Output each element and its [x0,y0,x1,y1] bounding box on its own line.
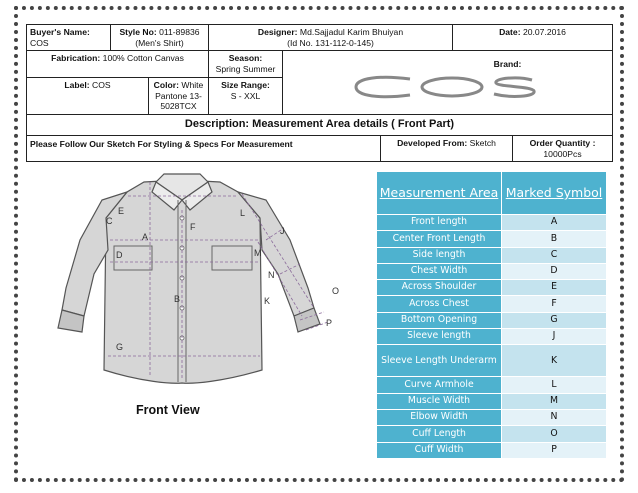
marker-k: K [264,296,271,306]
designer-cell: Designer: Md.Sajjadul Karim Bhuiyan (Id No. 131-112-0-145) [209,25,453,51]
shirt-front-sketch [32,170,362,395]
date-cell: Date: 20.07.2016 [453,25,613,51]
sketch-caption: Front View [136,403,200,417]
marker-e: E [118,206,125,216]
table-row [377,280,606,295]
area-cell: Across Chest [377,296,501,311]
table-row [377,377,606,392]
symbol-cell: A [502,215,606,230]
area-cell: Front length [377,215,501,230]
cos-logo [318,70,578,104]
area-cell: Across Shoulder [377,280,501,295]
style-cell: Style No: 011-89836 (Men's Shirt) [111,25,209,51]
marker-n: N [268,270,275,280]
area-cell: Cuff Width [377,443,501,458]
symbol-cell: G [502,313,606,328]
symbol-cell: B [502,231,606,246]
symbol-cell: P [502,443,606,458]
table-row [377,231,606,246]
marker-c: C [106,216,113,226]
table-row [377,296,606,311]
marker-d: D [116,250,123,260]
marker-b: B [174,294,181,304]
fabrication-cell: Fabrication: 100% Cotton Canvas [27,51,209,77]
area-cell: Chest Width [377,264,501,279]
symbol-cell: J [502,329,606,344]
table-row [377,345,606,376]
brand-label: Brand: [493,59,522,70]
marker-j: J [280,226,285,236]
symbol-cell: D [502,264,606,279]
table-row [377,264,606,279]
symbol-cell: O [502,426,606,441]
season-cell: Season: Spring Summer [209,51,283,77]
symbol-cell: N [502,410,606,425]
spec-sheet-table [26,24,613,162]
area-cell: Side length [377,248,501,263]
buyer-cell: Buyer's Name: COS [27,25,111,51]
marked-symbol-header: Marked Symbol [502,172,606,214]
marker-f: F [190,222,196,232]
color-cell: Color: White Pantone 13-5028TCX [149,77,209,114]
table-row [377,215,606,230]
marker-m: M [254,248,262,258]
area-cell: Muscle Width [377,394,501,409]
table-row [377,329,606,344]
symbol-cell: F [502,296,606,311]
table-row [377,248,606,263]
symbol-cell: C [502,248,606,263]
symbol-cell: K [502,345,606,376]
table-row [377,410,606,425]
order-quantity-cell: Order Quantity : 10000Pcs [513,135,613,161]
area-cell: Center Front Length [377,231,501,246]
symbol-cell: L [502,377,606,392]
area-cell: Elbow Width [377,410,501,425]
marker-p: P [326,318,333,328]
symbol-cell: M [502,394,606,409]
measurement-area-header: Measurement Area [377,172,501,214]
marker-g: G [116,342,124,352]
developed-from-cell: Developed From: Sketch [381,135,513,161]
size-range-cell: Size Range: S - XXL [209,77,283,114]
table-row [377,313,606,328]
area-cell: Sleeve length [377,329,501,344]
measurement-table [376,171,607,459]
marker-a: A [142,232,149,242]
instruction-cell: Please Follow Our Sketch For Styling & Specs For Measurement [27,135,381,161]
symbol-cell: E [502,280,606,295]
area-cell: Curve Armhole [377,377,501,392]
area-cell: Bottom Opening [377,313,501,328]
table-row [377,443,606,458]
area-cell: Sleeve Length Underarm [377,345,501,376]
marker-o: O [332,286,340,296]
table-row [377,394,606,409]
brand-cell [283,51,613,115]
marker-l: L [240,208,246,218]
label-cell: Label: COS [27,77,149,114]
table-row [377,426,606,441]
description-title: Description: Measurement Area details ( Front Part) [27,115,613,136]
area-cell: Cuff Length [377,426,501,441]
